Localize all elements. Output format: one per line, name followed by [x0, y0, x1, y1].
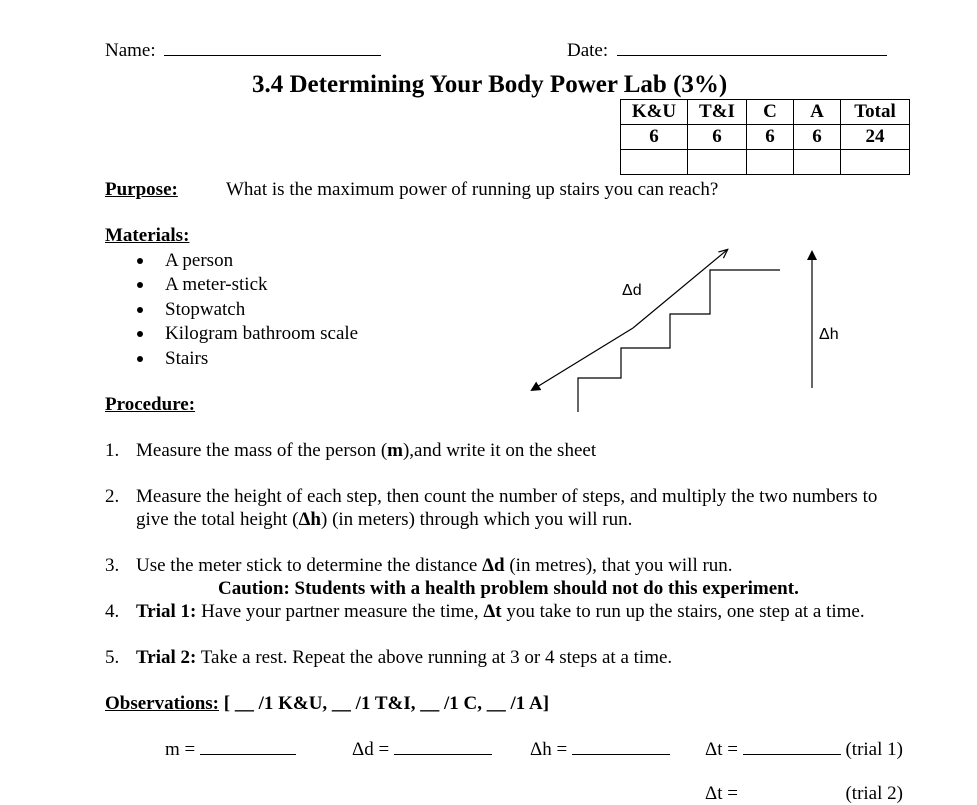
list-item: 2. [105, 486, 120, 507]
delta-d-arrow [532, 328, 633, 390]
name-label: Name: [105, 40, 156, 61]
marks-header-row [621, 100, 910, 125]
mass-field-row [165, 737, 296, 761]
name-row [105, 38, 381, 62]
list-item: 5. [105, 647, 120, 668]
bullet-icon [137, 282, 143, 288]
marks-score-ku[interactable] [621, 150, 688, 175]
height-label: Δh = [530, 739, 568, 760]
bullet-icon [137, 356, 143, 362]
delta-d-arrow-up [633, 250, 727, 328]
stairs-diagram [520, 240, 830, 420]
distance-field[interactable] [394, 737, 492, 755]
stairs-outline [578, 270, 780, 412]
time-trial-1-row [705, 737, 903, 761]
time-trial-2-field[interactable] [743, 782, 841, 799]
date-field[interactable] [617, 38, 887, 56]
marks-header-ti: T&I [688, 100, 747, 125]
marks-header-c: C [747, 100, 794, 125]
time-trial-1-field[interactable] [743, 737, 841, 755]
marks-score-ti[interactable] [688, 150, 747, 175]
marks-score-a[interactable] [794, 150, 841, 175]
bullet-icon [137, 331, 143, 337]
marks-header-total: Total [841, 100, 910, 125]
time-trial-1-label: Δt = [705, 739, 738, 760]
procedure-step-5: Trial 2: Take a rest. Repeat the above running at 3 or 4 steps at a time. [136, 647, 673, 668]
observations-heading: Observations: [ __ /1 K&U, __ /1 T&I, __ /1 C, __ /1 A] [105, 693, 550, 714]
date-row [567, 38, 887, 62]
bullet-icon [137, 258, 143, 264]
time-trial-2-row [705, 782, 903, 805]
procedure-step-3: Use the meter stick to determine the distance Δd (in metres), that you will run. [136, 555, 733, 576]
marks-score-c[interactable] [747, 150, 794, 175]
marks-score-total[interactable] [841, 150, 910, 175]
page-title: 3.4 Determining Your Body Power Lab (3%) [252, 71, 728, 98]
marks-value-a: 6 [794, 125, 841, 150]
mass-label: m = [165, 739, 196, 760]
procedure-step-4: Trial 1: Have your partner measure the time, Δt you take to run up the stairs, one step at a time. [136, 601, 865, 622]
list-item: 1. [105, 440, 120, 461]
time-trial-1-suffix: (trial 1) [845, 739, 903, 760]
procedure-label: Procedure: [105, 394, 196, 415]
delta-h-label: Δh [819, 326, 839, 343]
delta-d-label: Δd [622, 282, 642, 299]
marks-value-total: 24 [841, 125, 910, 150]
marks-header-ku: K&U [621, 100, 688, 125]
purpose-label: Purpose: [105, 179, 178, 200]
marks-table [620, 99, 910, 175]
mass-field[interactable] [200, 737, 296, 755]
marks-value-row [621, 125, 910, 150]
distance-field-row [352, 737, 492, 761]
marks-header-a: A [794, 100, 841, 125]
date-label: Date: [567, 40, 609, 61]
height-field[interactable] [572, 737, 670, 755]
materials-label: Materials: [105, 225, 190, 246]
marks-value-c: 6 [747, 125, 794, 150]
list-item: 4. [105, 601, 120, 622]
height-field-row [530, 737, 670, 761]
time-trial-2-label: Δt = [705, 783, 738, 804]
name-field[interactable] [164, 38, 381, 56]
bullet-icon [137, 307, 143, 313]
marks-value-ti: 6 [688, 125, 747, 150]
procedure-step-2-cont: give the total height (Δh) (in meters) through which you will run. [136, 509, 633, 530]
list-item: 3. [105, 555, 120, 576]
marks-value-ku: 6 [621, 125, 688, 150]
purpose-text: What is the maximum power of running up stairs you can reach? [226, 179, 719, 200]
time-trial-2-suffix: (trial 2) [845, 783, 903, 804]
procedure-step-2: Measure the height of each step, then count the number of steps, and multiply the two numbers to [136, 486, 878, 507]
caution-text: Caution: Students with a health problem should not do this experiment. [218, 578, 799, 599]
distance-label: Δd = [352, 739, 390, 760]
procedure-step-1: Measure the mass of the person (m),and write it on the sheet [136, 440, 597, 461]
marks-score-row [621, 150, 910, 175]
